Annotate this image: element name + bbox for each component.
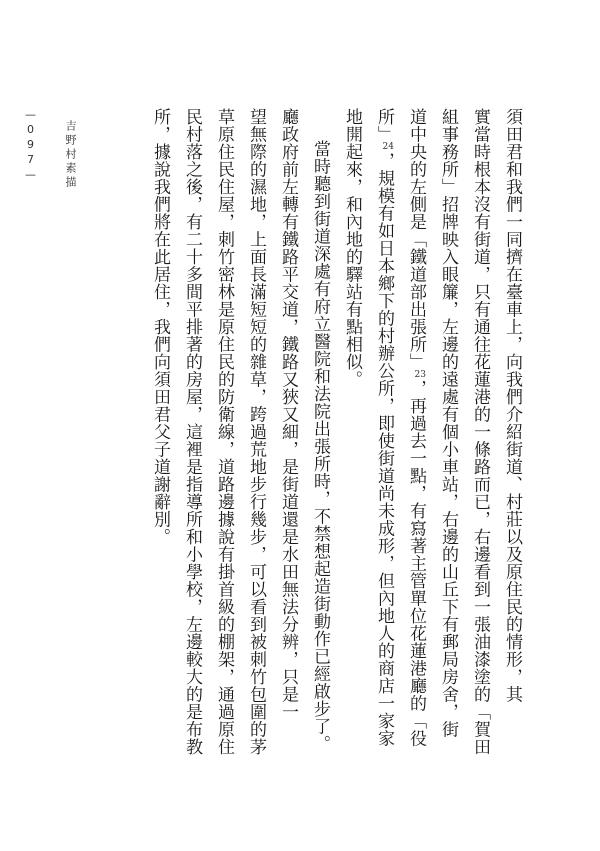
text-segment: 所」 bbox=[374, 108, 394, 143]
text-column-3: 組事務所」招牌映入眼簾，左邊的遠處有個小車站，右邊的山丘下有郵局房舍，街 bbox=[438, 108, 458, 738]
page-number: —097— bbox=[24, 108, 37, 183]
text-column-10: 草原住民住屋，刺竹密林是原住民的防衛線，道路邊據說有掛首級的棚架，通過原住 bbox=[214, 108, 234, 756]
text-segment: ，規模有如日本鄉下的村辦公所，即使街道尚未成形，但內地人的商店一家家 bbox=[374, 152, 394, 747]
text-segment: 道中央的左側是「鐵道部出張所」 bbox=[406, 108, 426, 371]
text-column-11: 民村落之後，有二十多間平排著的房屋，這裡是指導所和小學校，左邊較大的是布教 bbox=[182, 108, 202, 756]
text-column-12: 所，據說我們將在此居住，我們向須田君父子道謝辭別。 bbox=[150, 108, 170, 546]
footnote-marker-23: 23 bbox=[414, 369, 426, 380]
text-column-6: 地開起來，和內地的驛站有點相似。 bbox=[342, 108, 362, 388]
text-column-1: 須田君和我們一同擠在臺車上，向我們介紹街道、村莊以及原住民的情形，其 bbox=[502, 108, 522, 703]
text-column-5 bbox=[374, 108, 394, 747]
text-column-2: 實當時根本沒有街道，只有通往花蓮港的一條路而已，右邊看到一張油漆塗的「賀田 bbox=[470, 108, 490, 756]
running-title: 吉野村素描 bbox=[64, 120, 77, 190]
footnote-marker-24: 24 bbox=[382, 142, 394, 152]
text-column-9: 望無際的濕地，上面長滿短短的雜草，跨過荒地步行幾步，可以看到被刺竹包圍的茅 bbox=[246, 108, 266, 756]
text-column-8: 廳政府前左轉有鐵路平交道，鐵路又狹又細，是街道還是水田無法分辨，只是一 bbox=[278, 108, 298, 721]
text-column-7: 當時聽到街道深處有府立醫院和法院出張所時，不禁想起造街動作已經啟步了。 bbox=[310, 140, 330, 753]
text-column-4 bbox=[406, 108, 426, 747]
text-segment: ，再過去一點，有寫著主管單位花蓮港廳的「役 bbox=[406, 379, 426, 747]
